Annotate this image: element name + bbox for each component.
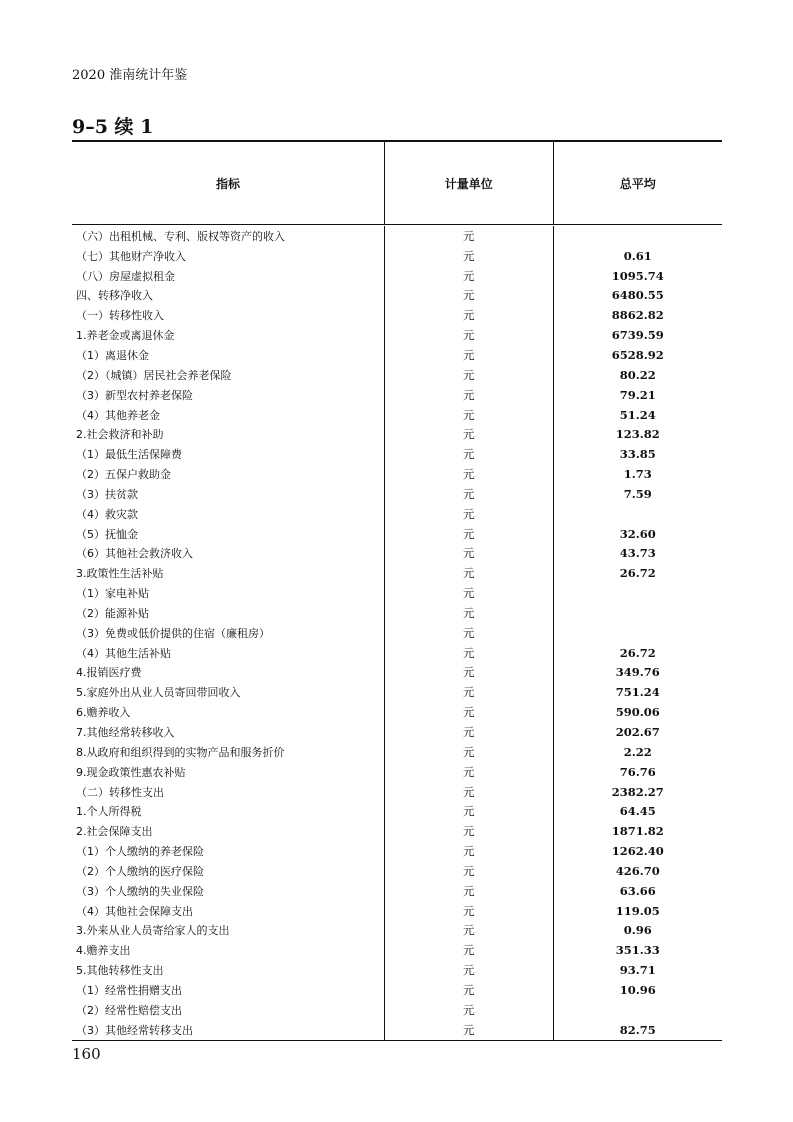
- row-unit: 元: [384, 305, 552, 325]
- row-unit: 元: [384, 960, 552, 980]
- row-value: 33.85: [553, 444, 722, 464]
- row-unit: 元: [384, 286, 552, 306]
- row-value: 64.45: [553, 801, 722, 821]
- row-value: 80.22: [553, 365, 722, 385]
- row-label: （2）经常性赔偿支出: [76, 1003, 182, 1017]
- row-label: 7.其他经常转移收入: [76, 726, 175, 740]
- row-unit: 元: [384, 921, 552, 941]
- row-unit: 元: [384, 861, 552, 881]
- row-label: （一）转移性收入: [76, 309, 164, 323]
- row-value: 123.82: [553, 424, 722, 444]
- row-unit: 元: [384, 881, 552, 901]
- row-label: （4）其他生活补贴: [76, 646, 171, 660]
- row-value: [553, 226, 722, 246]
- row-value: 51.24: [553, 405, 722, 425]
- row-label: （六）出租机械、专利、版权等资产的收入: [76, 229, 285, 243]
- row-unit: 元: [384, 901, 552, 921]
- table-row: [72, 583, 722, 603]
- row-unit: 元: [384, 603, 552, 623]
- row-label: 5.其他转移性支出: [76, 964, 164, 978]
- row-unit: 元: [384, 623, 552, 643]
- table-row: [72, 365, 722, 385]
- row-unit: 元: [384, 702, 552, 722]
- row-label: （4）其他养老金: [76, 408, 160, 422]
- row-unit: 元: [384, 563, 552, 583]
- table-row: [72, 742, 722, 762]
- running-header: 2020 淮南统计年鉴: [72, 68, 188, 83]
- row-value: 751.24: [553, 682, 722, 702]
- row-label: 2.社会救济和补助: [76, 428, 164, 442]
- table-row: [72, 444, 722, 464]
- row-label: 四、转移净收入: [76, 289, 153, 303]
- row-label: （2）能源补贴: [76, 606, 149, 620]
- row-label: （1）家电补贴: [76, 587, 149, 601]
- row-unit: 元: [384, 821, 552, 841]
- row-value: 26.72: [553, 643, 722, 663]
- table-row: [72, 544, 722, 564]
- row-label: （6）其他社会救济收入: [76, 547, 193, 561]
- row-label: 4.报销医疗费: [76, 666, 142, 680]
- row-unit: 元: [384, 385, 552, 405]
- row-label: （八）房屋虚拟租金: [76, 269, 175, 283]
- row-unit: 元: [384, 266, 552, 286]
- row-value: [553, 623, 722, 643]
- table-row: [72, 801, 722, 821]
- row-unit: 元: [384, 583, 552, 603]
- row-value: 202.67: [553, 722, 722, 742]
- row-unit: 元: [384, 524, 552, 544]
- row-value: 43.73: [553, 544, 722, 564]
- table-row: [72, 504, 722, 524]
- table-body: [72, 225, 722, 1041]
- row-unit: 元: [384, 544, 552, 564]
- row-label: 5.家庭外出从业人员寄回带回收入: [76, 686, 241, 700]
- row-unit: 元: [384, 980, 552, 1000]
- table-row: [72, 980, 722, 1000]
- row-label: （1）离退休金: [76, 348, 149, 362]
- row-label: 8.从政府和组织得到的实物产品和服务折价: [76, 745, 285, 759]
- row-label: （4）救灾款: [76, 507, 138, 521]
- row-unit: 元: [384, 464, 552, 484]
- row-value: 1871.82: [553, 821, 722, 841]
- table-row: [72, 246, 722, 266]
- row-unit: 元: [384, 663, 552, 683]
- row-label: 2.社会保障支出: [76, 825, 153, 839]
- table-row: [72, 881, 722, 901]
- column-header-unit: 计量单位: [384, 142, 552, 224]
- row-value: [553, 504, 722, 524]
- row-label: （3）其他经常转移支出: [76, 1023, 193, 1037]
- table-row: [72, 603, 722, 623]
- table-row: [72, 563, 722, 583]
- table-row: [72, 901, 722, 921]
- row-value: 1095.74: [553, 266, 722, 286]
- row-value: 6480.55: [553, 286, 722, 306]
- table-row: [72, 841, 722, 861]
- table-row: [72, 643, 722, 663]
- table-row: [72, 821, 722, 841]
- row-value: 2.22: [553, 742, 722, 762]
- row-unit: 元: [384, 444, 552, 464]
- row-label: （1）个人缴纳的养老保险: [76, 845, 204, 859]
- row-unit: 元: [384, 365, 552, 385]
- row-label: （1）最低生活保障费: [76, 448, 182, 462]
- table-row: [72, 921, 722, 941]
- row-unit: 元: [384, 1020, 552, 1040]
- column-header-indicator: 指标: [216, 176, 241, 191]
- row-label: （2）（城镇）居民社会养老保险: [76, 368, 232, 382]
- row-unit: 元: [384, 841, 552, 861]
- row-unit: 元: [384, 782, 552, 802]
- row-label: 4.赡养支出: [76, 944, 131, 958]
- table-row: [72, 782, 722, 802]
- row-value: 32.60: [553, 524, 722, 544]
- row-value: 0.61: [553, 246, 722, 266]
- table-title: 9–5 续 1: [72, 116, 154, 138]
- row-label: （4）其他社会保障支出: [76, 904, 193, 918]
- row-unit: 元: [384, 345, 552, 365]
- table-row: [72, 1000, 722, 1020]
- table-row: [72, 940, 722, 960]
- table-row: [72, 861, 722, 881]
- page-number: 160: [72, 1045, 101, 1063]
- row-value: 7.59: [553, 484, 722, 504]
- row-label: 3.政策性生活补贴: [76, 567, 164, 581]
- row-value: 1262.40: [553, 841, 722, 861]
- row-value: 6739.59: [553, 325, 722, 345]
- row-unit: 元: [384, 682, 552, 702]
- row-value: 82.75: [553, 1020, 722, 1040]
- row-value: 2382.27: [553, 782, 722, 802]
- table-row: [72, 325, 722, 345]
- row-value: 590.06: [553, 702, 722, 722]
- table-row: [72, 424, 722, 444]
- row-label: （二）转移性支出: [76, 785, 164, 799]
- row-unit: 元: [384, 762, 552, 782]
- row-label: （3）免费或低价提供的住宿（廉租房）: [76, 626, 270, 640]
- row-value: 349.76: [553, 663, 722, 683]
- row-unit: 元: [384, 801, 552, 821]
- table-row: [72, 345, 722, 365]
- table-row: [72, 524, 722, 544]
- row-unit: 元: [384, 424, 552, 444]
- row-unit: 元: [384, 742, 552, 762]
- row-label: 6.赡养收入: [76, 706, 131, 720]
- table-row: [72, 305, 722, 325]
- table-row: [72, 682, 722, 702]
- row-label: （3）个人缴纳的失业保险: [76, 884, 204, 898]
- row-label: （5）抚恤金: [76, 527, 138, 541]
- row-value: 8862.82: [553, 305, 722, 325]
- row-value: 76.76: [553, 762, 722, 782]
- row-value: 0.96: [553, 921, 722, 941]
- table-row: [72, 266, 722, 286]
- table-row: [72, 722, 722, 742]
- row-label: （3）新型农村养老保险: [76, 388, 193, 402]
- row-value: [553, 1000, 722, 1020]
- row-label: （1）经常性捐赠支出: [76, 983, 182, 997]
- row-label: 1.个人所得税: [76, 805, 142, 819]
- row-unit: 元: [384, 325, 552, 345]
- table-row: [72, 702, 722, 722]
- row-label: （2）个人缴纳的医疗保险: [76, 864, 204, 878]
- table-row: [72, 960, 722, 980]
- row-value: [553, 603, 722, 623]
- row-value: 351.33: [553, 940, 722, 960]
- row-label: （2）五保户救助金: [76, 468, 171, 482]
- row-unit: 元: [384, 226, 552, 246]
- table-row: [72, 226, 722, 246]
- table-row: [72, 286, 722, 306]
- row-label: （七）其他财产净收入: [76, 249, 186, 263]
- data-table: [72, 140, 722, 1041]
- table-row: [72, 385, 722, 405]
- table-row: [72, 623, 722, 643]
- row-value: 119.05: [553, 901, 722, 921]
- column-header-value: 总平均: [553, 142, 722, 224]
- row-unit: 元: [384, 940, 552, 960]
- table-row: [72, 464, 722, 484]
- table-row: [72, 762, 722, 782]
- row-value: 93.71: [553, 960, 722, 980]
- table-row: [72, 405, 722, 425]
- table-header: [72, 142, 722, 225]
- table-row: [72, 484, 722, 504]
- row-unit: 元: [384, 405, 552, 425]
- table-row: [72, 663, 722, 683]
- row-label: 1.养老金或离退休金: [76, 329, 175, 343]
- row-unit: 元: [384, 643, 552, 663]
- row-value: 426.70: [553, 861, 722, 881]
- row-value: 26.72: [553, 563, 722, 583]
- row-value: 6528.92: [553, 345, 722, 365]
- table-row: [72, 1020, 722, 1040]
- row-value: 63.66: [553, 881, 722, 901]
- row-unit: 元: [384, 504, 552, 524]
- row-label: 3.外来从业人员寄给家人的支出: [76, 924, 230, 938]
- row-value: 10.96: [553, 980, 722, 1000]
- row-unit: 元: [384, 246, 552, 266]
- row-label: 9.现金政策性惠农补贴: [76, 765, 186, 779]
- row-unit: 元: [384, 722, 552, 742]
- row-unit: 元: [384, 1000, 552, 1020]
- row-value: 1.73: [553, 464, 722, 484]
- row-value: 79.21: [553, 385, 722, 405]
- row-unit: 元: [384, 484, 552, 504]
- row-value: [553, 583, 722, 603]
- row-label: （3）扶贫款: [76, 487, 138, 501]
